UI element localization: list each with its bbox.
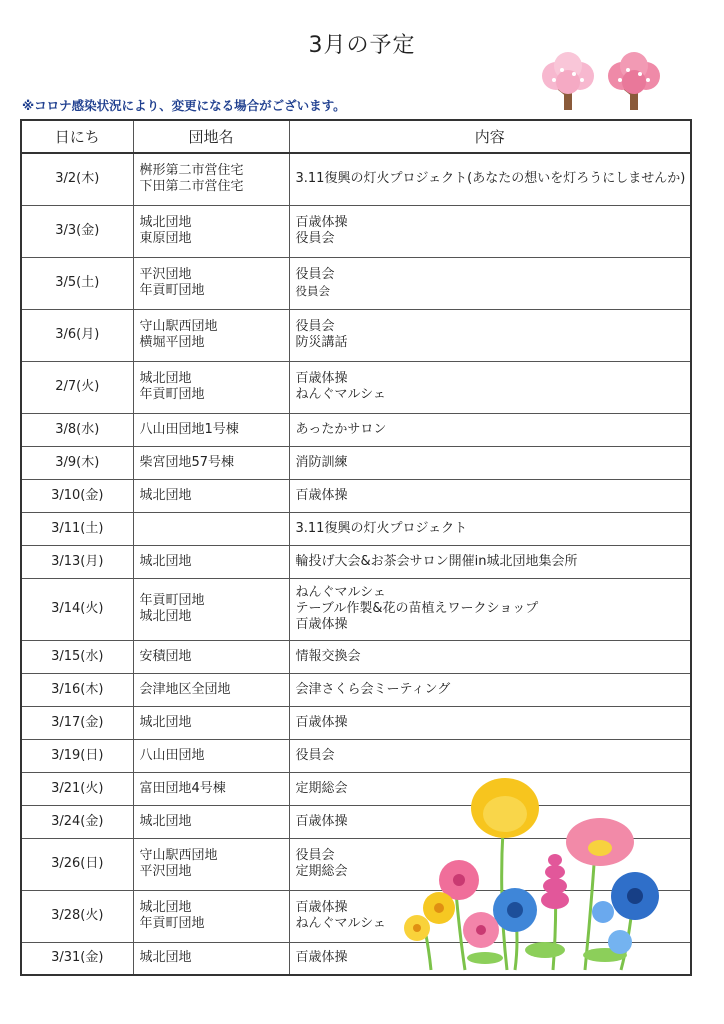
table-row	[21, 673, 691, 706]
content-item: 役員会	[295, 747, 335, 763]
content-item: 定期総会	[295, 864, 348, 879]
danchi-cell	[133, 673, 289, 706]
date-cell: 3/26(日)	[21, 838, 133, 890]
date-cell: 3/11(土)	[21, 512, 133, 545]
date-cell: 3/31(金)	[21, 942, 133, 975]
content-cell	[289, 512, 691, 545]
danchi-name: 城北団地	[139, 371, 192, 386]
table-row	[21, 479, 691, 512]
danchi-name: 会津地区全団地	[139, 681, 231, 697]
table-row	[21, 205, 691, 257]
cherry-tree-right-icon	[602, 52, 666, 112]
date-cell: 3/2(木)	[21, 153, 133, 205]
column-header-danchi: 団地名	[133, 120, 289, 153]
content-item: 役員会	[295, 284, 330, 298]
cherry-tree-left-icon	[536, 52, 600, 112]
content-item: あったかサロン	[295, 421, 387, 437]
content-item: 輪投げ大会&お茶会サロン開催in城北団地集会所	[295, 553, 578, 569]
content-cell	[289, 309, 691, 361]
danchi-name: 平沢団地	[139, 864, 192, 879]
danchi-cell	[133, 890, 289, 942]
table-row	[21, 512, 691, 545]
content-cell	[289, 739, 691, 772]
flowers-illustration-icon	[395, 770, 675, 980]
content-item: 百歳体操	[295, 813, 348, 829]
content-item: 百歳体操	[295, 487, 348, 503]
content-item: 百歳体操	[295, 900, 348, 915]
table-row	[21, 257, 691, 309]
content-item: ねんぐマルシェ	[295, 585, 386, 600]
danchi-name: 城北団地	[139, 609, 192, 624]
content-item: 百歳体操	[295, 617, 348, 632]
content-item: ねんぐマルシェ	[295, 916, 386, 931]
date-cell: 3/28(火)	[21, 890, 133, 942]
danchi-cell	[133, 479, 289, 512]
content-item: 役員会	[295, 848, 335, 863]
danchi-cell	[133, 805, 289, 838]
column-header-content: 内容	[289, 120, 691, 153]
danchi-name: 桝形第二市営住宅	[139, 163, 244, 179]
content-cell	[289, 673, 691, 706]
date-cell: 3/5(土)	[21, 257, 133, 309]
content-item: 役員会	[295, 319, 335, 334]
danchi-cell	[133, 512, 289, 545]
table-row	[21, 578, 691, 640]
table-row	[21, 706, 691, 739]
danchi-cell	[133, 413, 289, 446]
content-item: 百歳体操	[295, 714, 348, 730]
content-cell	[289, 545, 691, 578]
danchi-cell	[133, 578, 289, 640]
content-item: 役員会	[295, 231, 335, 246]
danchi-cell	[133, 772, 289, 805]
table-row	[21, 446, 691, 479]
content-item: 役員会	[295, 267, 335, 282]
danchi-cell	[133, 739, 289, 772]
danchi-name: 守山駅西団地	[139, 319, 218, 334]
content-item: 百歳体操	[295, 371, 348, 386]
table-header-row	[21, 120, 691, 153]
date-cell: 3/9(木)	[21, 446, 133, 479]
table-row	[21, 413, 691, 446]
table-row	[21, 545, 691, 578]
danchi-cell	[133, 361, 289, 413]
danchi-cell	[133, 153, 289, 205]
danchi-name: 東原団地	[139, 231, 192, 246]
danchi-name: 安積団地	[139, 648, 192, 664]
content-item: 3.11復興の灯火プロジェクト	[295, 520, 468, 536]
danchi-cell	[133, 942, 289, 975]
page-title: 3月の予定	[308, 33, 416, 58]
date-cell: 3/3(金)	[21, 205, 133, 257]
content-item: 会津さくら会ミーティング	[295, 681, 451, 697]
date-cell: 3/15(水)	[21, 640, 133, 673]
date-cell: 3/8(水)	[21, 413, 133, 446]
date-cell: 3/24(金)	[21, 805, 133, 838]
danchi-cell	[133, 706, 289, 739]
table-row	[21, 640, 691, 673]
danchi-name: 城北団地	[139, 714, 192, 730]
date-cell: 3/6(月)	[21, 309, 133, 361]
content-cell	[289, 706, 691, 739]
content-cell	[289, 361, 691, 413]
danchi-name: 平沢団地	[139, 267, 192, 282]
danchi-name: 城北団地	[139, 813, 192, 829]
table-row	[21, 153, 691, 205]
danchi-name: 下田第二市営住宅	[139, 179, 244, 195]
danchi-name: 守山駅西団地	[139, 848, 218, 863]
content-cell	[289, 257, 691, 309]
content-item: 情報交換会	[295, 648, 361, 664]
date-cell: 3/17(金)	[21, 706, 133, 739]
danchi-name: 年貢町団地	[139, 916, 205, 931]
danchi-name: 富田団地4号棟	[139, 780, 226, 796]
danchi-cell	[133, 309, 289, 361]
danchi-name: 城北団地	[139, 950, 192, 966]
table-row	[21, 361, 691, 413]
content-cell	[289, 205, 691, 257]
date-cell: 3/10(金)	[21, 479, 133, 512]
danchi-name: 城北団地	[139, 553, 192, 569]
content-item: ねんぐマルシェ	[295, 387, 386, 402]
danchi-cell	[133, 640, 289, 673]
content-item: 防災講話	[295, 335, 348, 350]
danchi-cell	[133, 838, 289, 890]
content-cell	[289, 640, 691, 673]
content-item: 百歳体操	[295, 215, 348, 230]
danchi-cell	[133, 545, 289, 578]
content-item: テーブル作製&花の苗植えワークショップ	[295, 601, 539, 616]
date-cell: 3/13(月)	[21, 545, 133, 578]
danchi-name: 城北団地	[139, 487, 192, 503]
danchi-name: 城北団地	[139, 900, 192, 915]
danchi-name: 年貢町団地	[139, 387, 205, 402]
content-cell	[289, 153, 691, 205]
date-cell: 3/14(火)	[21, 578, 133, 640]
covid-notice: ※コロナ感染状況により、変更になる場合がございます。	[22, 98, 346, 113]
danchi-name: 柴宮団地57号棟	[139, 454, 235, 470]
column-header-date: 日にち	[21, 120, 133, 153]
danchi-name: 年貢町団地	[139, 283, 205, 298]
content-item: 定期総会	[295, 780, 348, 796]
content-cell	[289, 578, 691, 640]
content-item: 消防訓練	[295, 454, 348, 470]
date-cell: 3/21(火)	[21, 772, 133, 805]
danchi-name: 横堀平団地	[139, 335, 205, 350]
content-cell	[289, 446, 691, 479]
content-item: 百歳体操	[295, 950, 348, 966]
danchi-name: 八山田団地1号棟	[139, 421, 239, 437]
table-row	[21, 309, 691, 361]
content-item: 3.11復興の灯火プロジェクト(あなたの想いを灯ろうにしませんか)	[295, 171, 686, 187]
danchi-cell	[133, 257, 289, 309]
table-row	[21, 739, 691, 772]
danchi-name: 年貢町団地	[139, 593, 205, 608]
content-cell	[289, 479, 691, 512]
date-cell: 2/7(火)	[21, 361, 133, 413]
danchi-name: 城北団地	[139, 215, 192, 230]
danchi-cell	[133, 446, 289, 479]
danchi-cell	[133, 205, 289, 257]
danchi-name: 八山田団地	[139, 747, 205, 763]
content-cell	[289, 413, 691, 446]
date-cell: 3/19(日)	[21, 739, 133, 772]
date-cell: 3/16(木)	[21, 673, 133, 706]
